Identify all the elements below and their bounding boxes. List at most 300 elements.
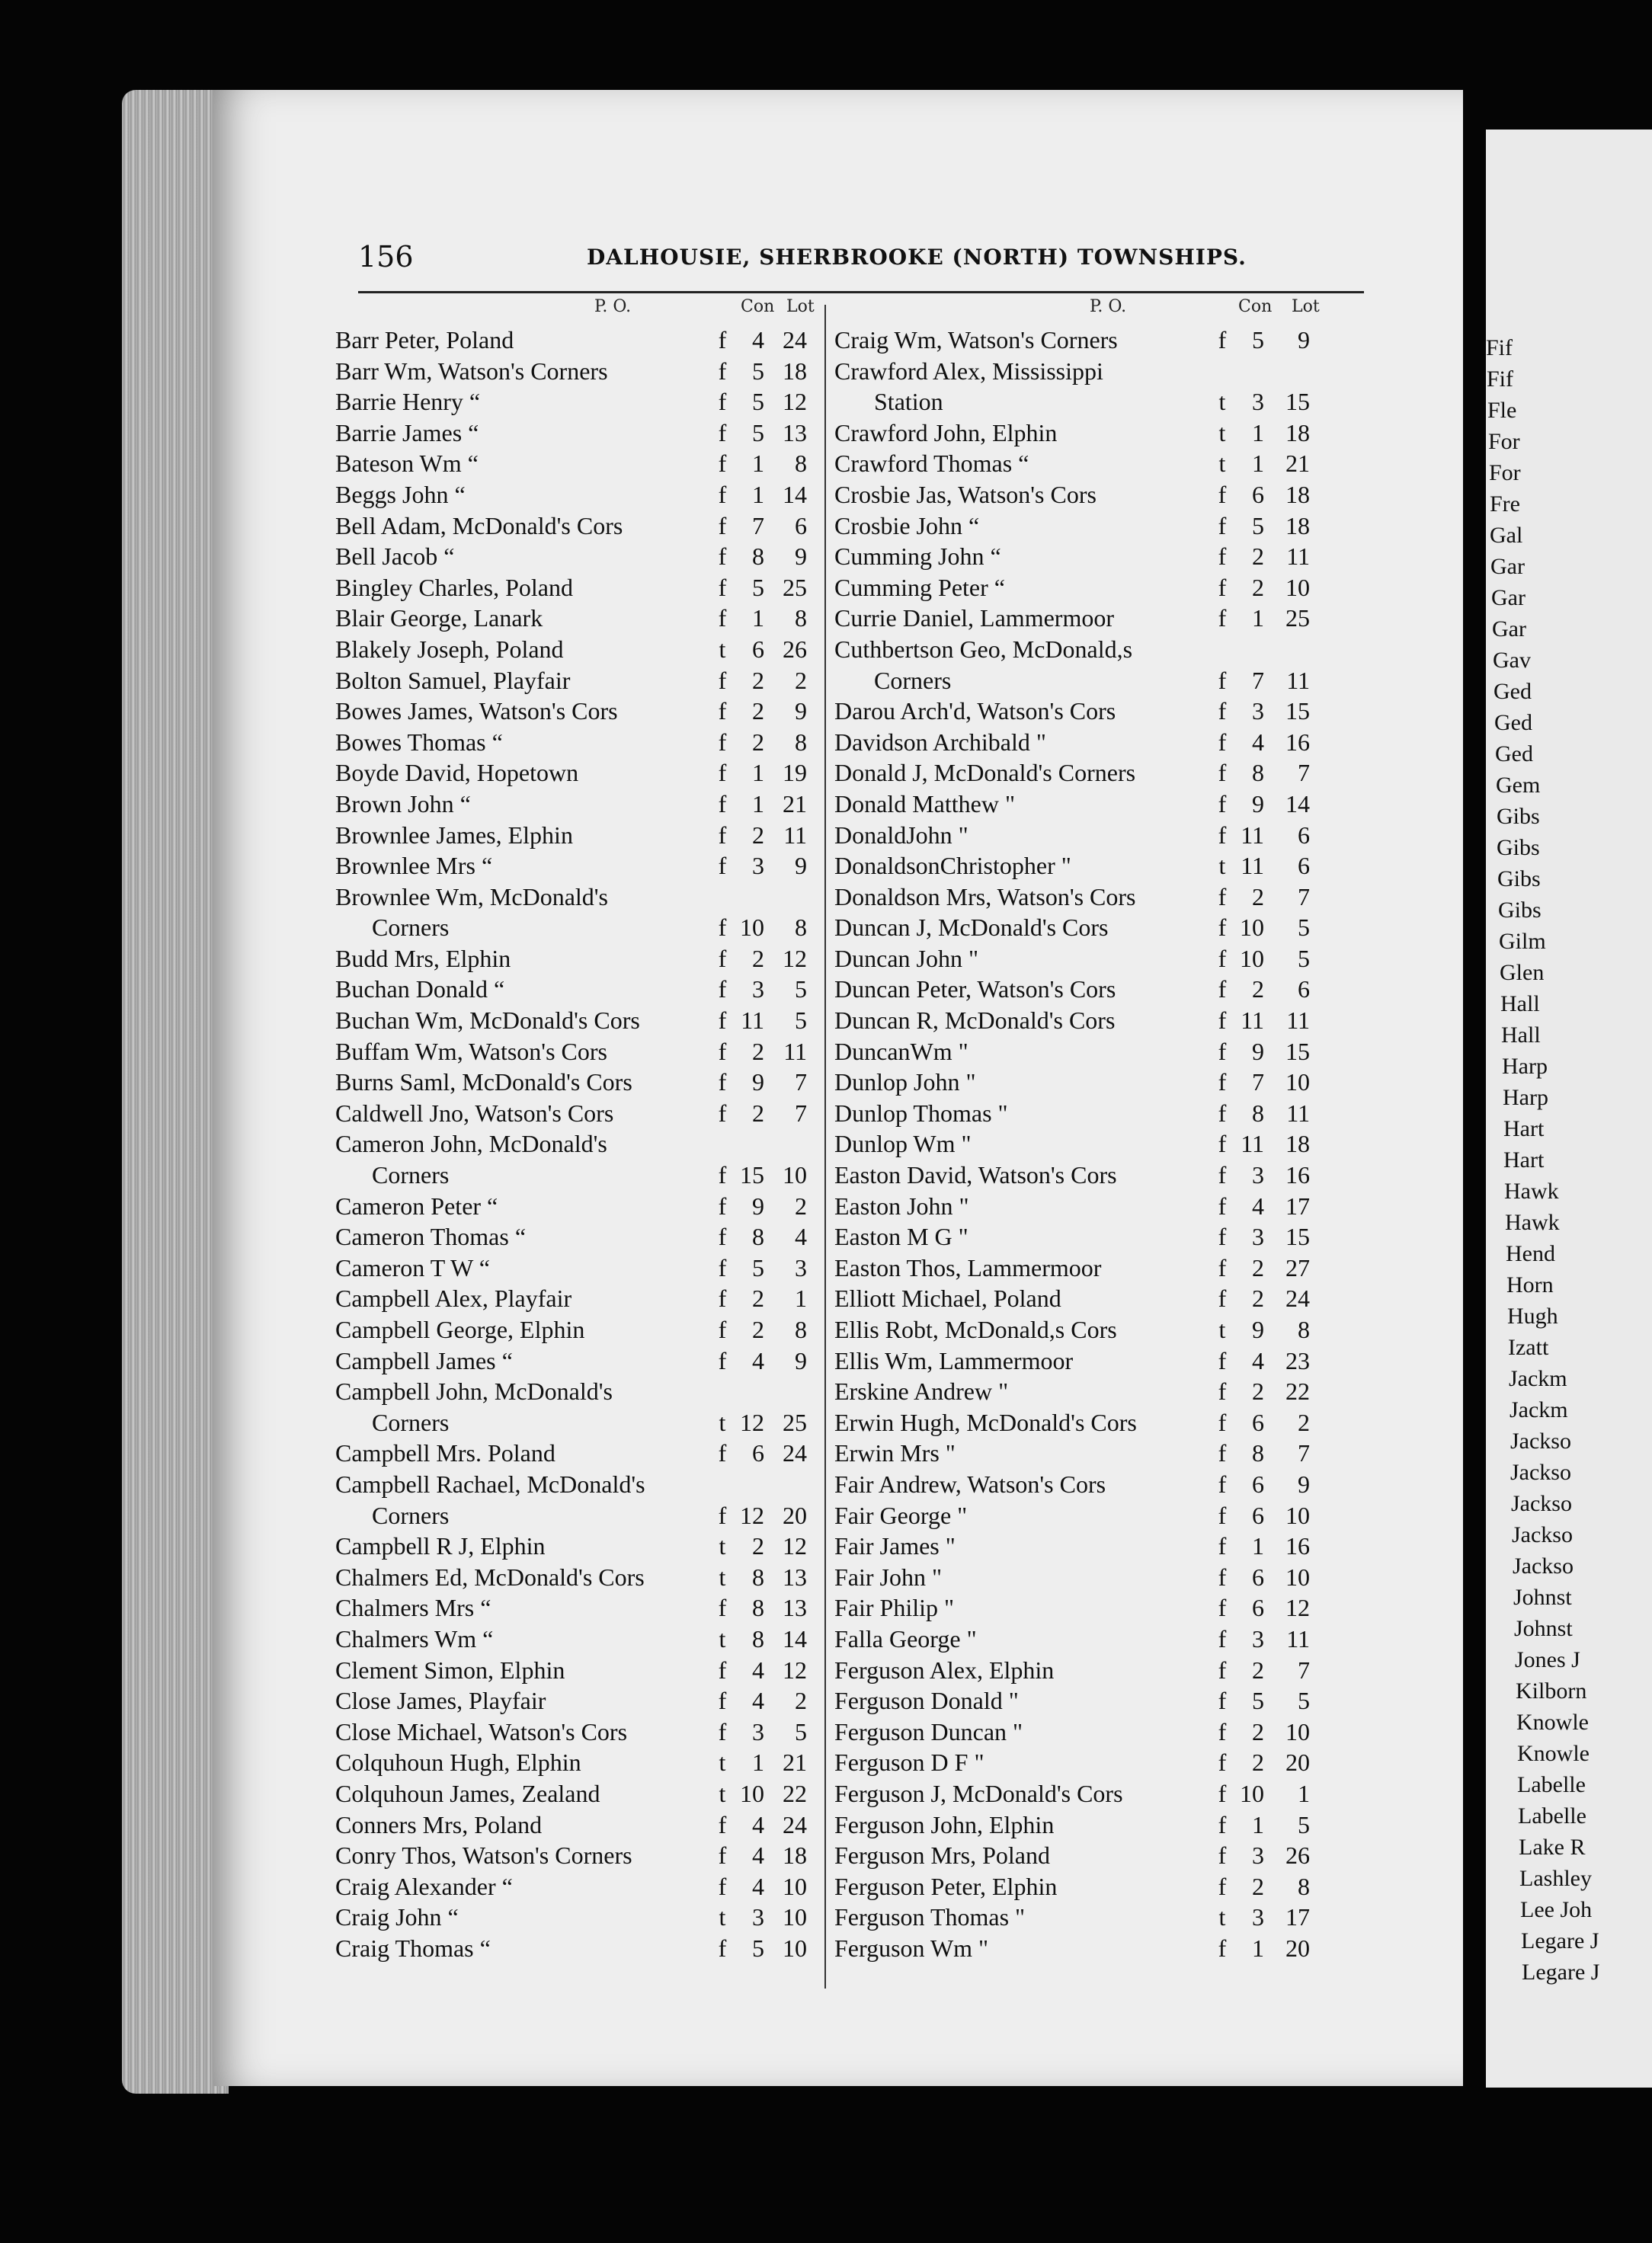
entry-name: Ferguson J, McDonald's Cors	[834, 1779, 1123, 1807]
entry-class: f	[1218, 1624, 1227, 1653]
entry-lot: 5	[1298, 944, 1310, 972]
directory-entry	[834, 1780, 1330, 1811]
entry-lot: 7	[1298, 759, 1310, 787]
entry-lot: 18	[783, 357, 807, 385]
column-divider	[824, 305, 826, 1989]
entry-concession: 8	[752, 1223, 764, 1251]
directory-entry	[335, 1470, 823, 1502]
entry-class: f	[718, 852, 727, 880]
facing-page-entry: Kilborn	[1516, 1678, 1587, 1704]
entry-lot: 16	[1285, 728, 1310, 756]
entry-lot: 8	[795, 604, 807, 632]
directory-entry	[335, 790, 823, 821]
entry-class: f	[1218, 975, 1227, 1003]
entry-name: Ferguson Thomas "	[834, 1903, 1026, 1931]
directory-entry	[335, 1099, 823, 1131]
directory-entry	[335, 1625, 823, 1656]
entry-name: Craig John “	[335, 1903, 459, 1931]
entry-lot: 11	[1286, 542, 1310, 571]
entry-lot: 11	[1286, 666, 1310, 694]
entry-concession: 10	[740, 1779, 764, 1807]
directory-entry	[834, 759, 1330, 790]
entry-lot: 18	[1285, 511, 1310, 539]
entry-concession: 4	[752, 1687, 764, 1715]
entry-lot: 15	[1285, 388, 1310, 416]
entry-name: Cameron Peter “	[335, 1192, 498, 1220]
directory-entry	[834, 1594, 1330, 1625]
entry-concession: 9	[752, 1192, 764, 1220]
directory-entry	[335, 419, 823, 450]
entry-name: Crosbie Jas, Watson's Cors	[834, 480, 1097, 508]
entry-lot: 16	[1285, 1532, 1310, 1560]
facing-page-entry: Fle	[1487, 398, 1517, 423]
con-heading: Con	[741, 297, 775, 316]
entry-class: f	[1218, 1532, 1227, 1560]
entry-concession: 8	[752, 542, 764, 571]
entry-name: Dunlop Thomas "	[834, 1099, 1008, 1127]
directory-entry	[335, 1811, 823, 1842]
directory-entry	[834, 1873, 1330, 1904]
facing-page-entry: Jackm	[1510, 1397, 1568, 1422]
facing-page-entry: Gar	[1490, 554, 1525, 579]
entry-concession: 4	[752, 1841, 764, 1870]
entry-name: Buchan Donald “	[335, 975, 505, 1003]
facing-page-entry: Knowle	[1517, 1741, 1590, 1766]
entry-lot: 2	[795, 666, 807, 694]
entry-class: t	[1218, 1903, 1226, 1931]
entry-class: f	[718, 418, 727, 446]
facing-page-entry: Gal	[1490, 523, 1523, 548]
entry-lot: 12	[783, 1532, 807, 1560]
directory-entry	[335, 388, 823, 419]
entry-concession: 5	[1252, 1687, 1264, 1715]
entry-lot: 22	[1285, 1377, 1310, 1406]
entry-lot: 11	[783, 821, 807, 849]
facing-page-entry: Gibs	[1497, 866, 1541, 891]
entry-concession: 2	[752, 1316, 764, 1343]
directory-entry	[335, 481, 823, 512]
entry-name: Elliott Michael, Poland	[834, 1285, 1061, 1313]
entry-class: f	[718, 697, 727, 725]
entry-class: f	[1218, 511, 1227, 539]
entry-class: f	[1218, 1717, 1227, 1745]
entry-concession: 2	[1252, 573, 1264, 601]
facing-page-entry: Gilm	[1499, 929, 1546, 954]
facing-page-entry: Labelle	[1517, 1772, 1586, 1797]
entry-lot: 12	[783, 944, 807, 972]
entry-class: f	[1218, 1749, 1227, 1777]
directory-entry	[335, 1439, 823, 1470]
entry-class: f	[1218, 1810, 1227, 1838]
directory-entry	[335, 1068, 823, 1099]
facing-page-entry: Gar	[1492, 616, 1526, 642]
entry-class: f	[1218, 1439, 1227, 1467]
entry-name: Chalmers Mrs “	[335, 1594, 491, 1622]
entry-concession: 1	[752, 789, 764, 818]
entry-lot: 17	[1285, 1192, 1310, 1220]
entry-concession: 2	[752, 1099, 764, 1127]
entry-name: Ferguson Duncan "	[834, 1717, 1023, 1745]
directory-entry	[834, 975, 1330, 1006]
directory-entry	[834, 542, 1330, 574]
directory-entry	[834, 1285, 1330, 1316]
entry-concession: 2	[1252, 1285, 1264, 1313]
entry-class: t	[1218, 388, 1226, 416]
entry-lot: 24	[783, 1439, 807, 1467]
directory-entry	[335, 357, 823, 389]
entry-concession: 11	[1241, 1006, 1264, 1035]
entry-lot: 12	[1285, 1594, 1310, 1622]
entry-concession: 2	[1252, 1749, 1264, 1777]
entry-lot: 8	[795, 1316, 807, 1343]
entry-concession: 3	[752, 1903, 764, 1931]
directory-entry	[335, 821, 823, 853]
entry-lot: 12	[783, 1656, 807, 1684]
entry-name: Barrie James “	[335, 418, 479, 446]
directory-entry	[834, 790, 1330, 821]
facing-page-entry: Hawk	[1504, 1179, 1559, 1204]
directory-entry	[834, 1934, 1330, 1966]
book-page-edges	[122, 90, 229, 2094]
directory-entry	[335, 450, 823, 481]
entry-class: t	[719, 1903, 726, 1931]
entry-lot: 5	[1298, 1687, 1310, 1715]
facing-page-entry: Fre	[1490, 491, 1520, 517]
entry-class: t	[1218, 852, 1226, 880]
facing-page-entry: Izatt	[1508, 1335, 1549, 1360]
entry-concession: 1	[1252, 1810, 1264, 1838]
directory-entry	[335, 1006, 823, 1038]
lot-heading: Lot	[1292, 297, 1320, 316]
entry-lot: 24	[1285, 1285, 1310, 1313]
entry-concession: 6	[1252, 1470, 1264, 1498]
entry-class: f	[718, 1161, 727, 1189]
entry-concession: 2	[752, 1532, 764, 1560]
entry-concession: 6	[1252, 1563, 1264, 1591]
entry-concession: 3	[752, 975, 764, 1003]
entry-class: f	[1218, 728, 1227, 756]
entry-concession: 10	[1240, 914, 1264, 942]
entry-class: f	[718, 914, 727, 942]
entry-class: f	[718, 666, 727, 694]
directory-entry	[335, 604, 823, 635]
page-number: 156	[358, 240, 414, 274]
lot-heading: Lot	[786, 297, 815, 316]
facing-page-entry: Gibs	[1497, 804, 1540, 829]
entry-concession: 8	[1252, 759, 1264, 787]
entry-name: Ferguson D F "	[834, 1749, 984, 1777]
entry-name: Fair George "	[834, 1501, 968, 1529]
facing-page-entry: Legare J	[1521, 1928, 1599, 1953]
entry-class: f	[718, 789, 727, 818]
entry-name: Ellis Wm, Lammermoor	[834, 1346, 1074, 1374]
entry-class: f	[1218, 480, 1227, 508]
facing-page-entry: Hart	[1503, 1116, 1545, 1141]
facing-page-entry: Horn	[1506, 1272, 1554, 1297]
entry-class: f	[1218, 1594, 1227, 1622]
facing-page-entry: Hawk	[1505, 1210, 1560, 1235]
entry-name: Cameron Thomas “	[335, 1223, 527, 1251]
directory-entry	[335, 1038, 823, 1069]
right-column	[834, 297, 1330, 1965]
entry-name: Easton David, Watson's Cors	[834, 1161, 1117, 1189]
entry-class: f	[1218, 1285, 1227, 1313]
entry-concession: 8	[752, 1624, 764, 1653]
entry-lot: 6	[1298, 821, 1310, 849]
entry-name: Corners	[372, 1161, 450, 1189]
entry-class: f	[718, 1346, 727, 1374]
entry-class: f	[718, 326, 727, 354]
entry-name: Buchan Wm, McDonald's Cors	[335, 1006, 640, 1035]
directory-entry	[335, 1347, 823, 1378]
entry-class: f	[1218, 944, 1227, 972]
directory-entry	[834, 1841, 1330, 1873]
entry-class: f	[1218, 1934, 1227, 1962]
directory-entry	[834, 1099, 1330, 1131]
entry-concession: 4	[752, 1346, 764, 1374]
entry-name: Brownlee James, Elphin	[335, 821, 573, 849]
entry-name: Blair George, Lanark	[335, 604, 543, 632]
entry-name: Ferguson John, Elphin	[834, 1810, 1055, 1838]
directory-entry	[335, 1656, 823, 1688]
entry-name: Crawford Thomas “	[834, 450, 1029, 478]
entry-name: Bingley Charles, Poland	[335, 573, 573, 601]
directory-entry	[834, 1347, 1330, 1378]
directory-entry	[335, 1161, 823, 1192]
directory-entry	[834, 419, 1330, 450]
entry-name: Fair Andrew, Watson's Cors	[834, 1470, 1106, 1498]
directory-entry	[834, 388, 1330, 419]
entry-class: f	[718, 1068, 727, 1096]
directory-entry	[834, 1038, 1330, 1069]
entry-class: f	[718, 1006, 727, 1035]
entry-lot: 4	[795, 1223, 807, 1251]
entry-concession: 2	[752, 1285, 764, 1313]
entry-class: f	[1218, 882, 1227, 910]
entry-concession: 9	[1252, 1037, 1264, 1065]
directory-entry	[834, 357, 1330, 389]
entry-lot: 12	[783, 388, 807, 416]
facing-page-entry: Jackso	[1511, 1491, 1572, 1516]
entry-name: Ellis Robt, McDonald,s Cors	[834, 1316, 1117, 1343]
entry-concession: 2	[1252, 1717, 1264, 1745]
directory-entry	[834, 883, 1330, 914]
entry-class: f	[1218, 821, 1227, 849]
entry-concession: 3	[752, 852, 764, 880]
directory-entry	[834, 1377, 1330, 1409]
facing-page-entry: Gav	[1493, 648, 1531, 673]
entry-concession: 6	[1252, 1408, 1264, 1436]
entry-concession: 5	[1252, 511, 1264, 539]
entry-concession: 11	[1241, 852, 1264, 880]
directory-entry	[335, 635, 823, 667]
entry-name: Erskine Andrew "	[834, 1377, 1009, 1406]
entry-lot: 14	[783, 480, 807, 508]
entry-lot: 26	[783, 635, 807, 663]
entry-lot: 20	[1285, 1934, 1310, 1962]
facing-page-entry: Hart	[1503, 1147, 1545, 1173]
directory-entry	[335, 1223, 823, 1254]
entry-concession: 12	[740, 1501, 764, 1529]
entry-name: Brown John “	[335, 789, 471, 818]
entry-lot: 10	[1285, 1068, 1310, 1096]
entry-class: f	[1218, 1161, 1227, 1189]
entry-name: Ferguson Wm "	[834, 1934, 989, 1962]
entry-name: Fair Philip "	[834, 1594, 955, 1622]
facing-page-entry: Harp	[1503, 1085, 1548, 1110]
directory-entry	[335, 1873, 823, 1904]
facing-page-entry: Gibs	[1497, 835, 1540, 860]
entry-lot: 27	[1285, 1253, 1310, 1281]
right-column-header	[834, 297, 1330, 326]
entry-lot: 13	[783, 418, 807, 446]
directory-entry	[834, 697, 1330, 728]
entry-concession: 1	[1252, 604, 1264, 632]
entry-class: f	[718, 1872, 727, 1900]
entry-lot: 1	[795, 1285, 807, 1313]
facing-page-entry: Ged	[1494, 679, 1532, 704]
entry-class: f	[1218, 1037, 1227, 1065]
directory-entry	[834, 1563, 1330, 1595]
entry-name: Dunlop John "	[834, 1068, 976, 1096]
entry-class: f	[1218, 1408, 1227, 1436]
directory-entry	[335, 1192, 823, 1224]
directory-entry	[335, 1841, 823, 1873]
entry-concession: 6	[1252, 1594, 1264, 1622]
facing-page-fragment	[1486, 130, 1652, 2088]
entry-class: t	[719, 1624, 726, 1653]
directory-entry	[335, 914, 823, 945]
facing-page-entry: Lee Joh	[1520, 1897, 1593, 1922]
entry-lot: 10	[783, 1872, 807, 1900]
directory-entry	[834, 945, 1330, 976]
entry-lot: 2	[795, 1687, 807, 1715]
entry-lot: 18	[1285, 418, 1310, 446]
entry-lot: 5	[795, 975, 807, 1003]
facing-page-entry: Hall	[1501, 1022, 1541, 1048]
entry-name: Bell Adam, McDonald's Cors	[335, 511, 623, 539]
entry-name: Donaldson Mrs, Watson's Cors	[834, 882, 1136, 910]
entry-lot: 7	[1298, 1439, 1310, 1467]
entry-name: Corners	[372, 1501, 450, 1529]
entry-class: t	[1218, 1316, 1226, 1343]
entry-name: Ferguson Donald "	[834, 1687, 1019, 1715]
entry-lot: 24	[783, 326, 807, 354]
entry-concession: 2	[1252, 882, 1264, 910]
directory-entry	[834, 1718, 1330, 1749]
entry-class: f	[1218, 666, 1227, 694]
entry-concession: 2	[1252, 542, 1264, 571]
entry-name: Budd Mrs, Elphin	[335, 944, 511, 972]
entry-class: f	[718, 1810, 727, 1838]
entry-concession: 1	[752, 450, 764, 478]
entry-name: Duncan J, McDonald's Cors	[834, 914, 1109, 942]
facing-page-entry: Glen	[1500, 960, 1545, 985]
directory-entry	[335, 883, 823, 914]
entry-lot: 8	[795, 450, 807, 478]
entry-concession: 6	[1252, 480, 1264, 508]
facing-page-entry: Jackso	[1510, 1429, 1571, 1454]
entry-name: Duncan Peter, Watson's Cors	[834, 975, 1116, 1003]
directory-entry	[335, 1594, 823, 1625]
entry-class: f	[1218, 604, 1227, 632]
directory-entry	[834, 1161, 1330, 1192]
entry-name: Blakely Joseph, Poland	[335, 635, 564, 663]
entry-lot: 10	[1285, 1717, 1310, 1745]
entry-lot: 18	[1285, 480, 1310, 508]
entry-concession: 3	[1252, 697, 1264, 725]
entry-name: Clement Simon, Elphin	[335, 1656, 565, 1684]
directory-entry	[335, 945, 823, 976]
entry-lot: 20	[783, 1501, 807, 1529]
entry-class: t	[719, 1749, 726, 1777]
entry-name: Colquhoun James, Zealand	[335, 1779, 600, 1807]
entry-concession: 15	[740, 1161, 764, 1189]
entry-class: t	[719, 1779, 726, 1807]
entry-name: Close James, Playfair	[335, 1687, 546, 1715]
directory-entry	[335, 1377, 823, 1409]
entry-lot: 7	[795, 1068, 807, 1096]
entry-lot: 2	[795, 1192, 807, 1220]
entry-name: Cameron John, McDonald's	[335, 1130, 607, 1158]
entry-lot: 9	[795, 542, 807, 571]
entry-lot: 6	[795, 511, 807, 539]
entry-concession: 2	[752, 944, 764, 972]
entry-concession: 6	[752, 1439, 764, 1467]
entry-name: Donald Matthew "	[834, 789, 1016, 818]
po-heading: P. O.	[1090, 297, 1127, 316]
directory-entry	[335, 1934, 823, 1966]
directory-entry	[335, 326, 823, 357]
facing-page-entry: Jones J	[1515, 1647, 1580, 1672]
entry-lot: 23	[1285, 1346, 1310, 1374]
entry-concession: 10	[1240, 944, 1264, 972]
entry-concession: 10	[740, 914, 764, 942]
directory-entry	[335, 574, 823, 605]
entry-lot: 10	[783, 1161, 807, 1189]
entry-concession: 1	[1252, 450, 1264, 478]
entry-name: Bell Jacob “	[335, 542, 455, 571]
entry-class: f	[1218, 1656, 1227, 1684]
directory-entry	[834, 1316, 1330, 1347]
entry-class: f	[718, 1717, 727, 1745]
entry-class: f	[718, 542, 727, 571]
directory-entry	[335, 1903, 823, 1934]
entry-lot: 20	[1285, 1749, 1310, 1777]
directory-entry	[834, 1532, 1330, 1563]
entry-name: Cumming John “	[834, 542, 1001, 571]
facing-page-entry: Fif	[1487, 366, 1514, 392]
entry-lot: 10	[1285, 573, 1310, 601]
entry-concession: 5	[752, 418, 764, 446]
facing-page-entry: Johnst	[1514, 1616, 1573, 1641]
entry-name: Campbell Rachael, McDonald's	[335, 1470, 645, 1498]
directory-entry	[834, 574, 1330, 605]
directory-entry	[834, 326, 1330, 357]
entry-concession: 4	[752, 326, 764, 354]
directory-entry	[834, 1130, 1330, 1161]
entry-name: Davidson Archibald "	[834, 728, 1046, 756]
directory-entry	[834, 914, 1330, 945]
entry-lot: 5	[795, 1717, 807, 1745]
entry-concession: 4	[752, 1656, 764, 1684]
entry-name: Crawford John, Elphin	[834, 418, 1058, 446]
entry-name: Erwin Hugh, McDonald's Cors	[834, 1408, 1137, 1436]
entry-class: f	[1218, 1130, 1227, 1158]
entry-concession: 8	[1252, 1099, 1264, 1127]
entry-class: f	[718, 1316, 727, 1343]
entry-class: f	[718, 604, 727, 632]
